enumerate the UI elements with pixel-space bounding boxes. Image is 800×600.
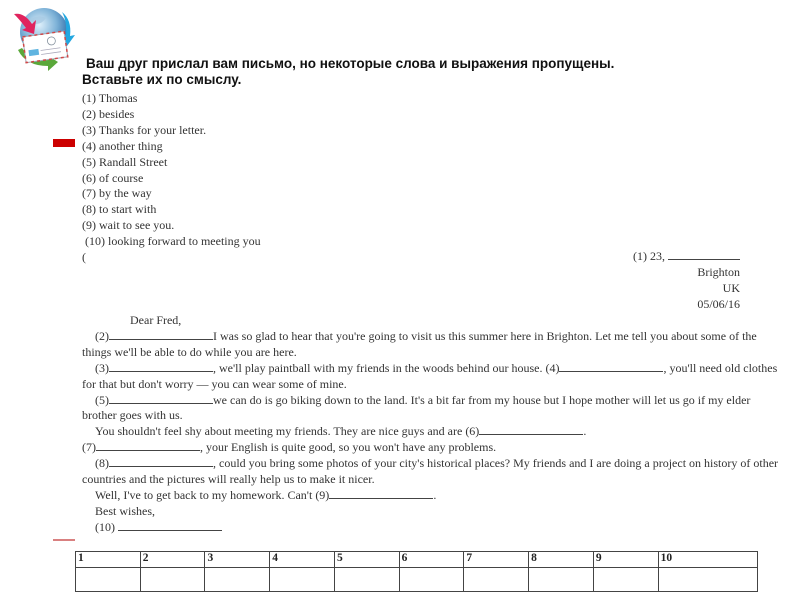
blank-5[interactable] xyxy=(109,393,213,404)
red-line-decoration xyxy=(53,539,75,541)
option-item: (9) wait to see you. xyxy=(82,218,175,233)
paragraph-text: , you'll need old clothes for that but don't worry — you can wear some of mine. xyxy=(82,360,778,391)
answer-cell[interactable] xyxy=(76,568,141,592)
gap-number: (8) xyxy=(95,456,109,471)
paragraph-text: You shouldn't feel shy about meeting my friends. They are nice guys and are xyxy=(95,424,463,439)
option-stray-paren: ( xyxy=(82,250,86,265)
option-item: (10) looking forward to meeting you xyxy=(85,234,261,249)
instruction-line-1: Ваш друг прислал вам письмо, но некоторые слова и выражения пропущены. xyxy=(86,56,615,71)
option-item: (2) besides xyxy=(82,106,135,121)
letter-paragraph-2 xyxy=(82,329,782,361)
letter-paragraph-3 xyxy=(82,361,782,393)
gap-number: (10) xyxy=(95,519,115,534)
blank-7[interactable] xyxy=(96,440,200,451)
answer-header-cell: 8 xyxy=(529,552,594,568)
blank-3[interactable] xyxy=(109,361,213,372)
paragraph-text: , we'll play paintball with my friends in the woods behind our house. xyxy=(213,360,543,375)
answer-cell[interactable] xyxy=(399,568,464,592)
task-instruction xyxy=(82,56,722,88)
address-city: Brighton xyxy=(697,264,740,279)
answer-header-cell: 3 xyxy=(205,552,270,568)
address-street-line xyxy=(633,249,740,265)
punctuation: . xyxy=(583,424,587,439)
answer-cell[interactable] xyxy=(334,568,399,592)
gap-number: (9) xyxy=(315,487,330,502)
address-date: 05/06/16 xyxy=(697,296,740,311)
gap-number: (7) xyxy=(82,440,96,455)
answer-header-cell: 1 xyxy=(76,552,141,568)
letter-paragraph-6 xyxy=(82,424,782,440)
answer-cell[interactable] xyxy=(593,568,658,592)
word-options-list xyxy=(82,91,261,266)
answer-cell[interactable] xyxy=(205,568,270,592)
option-item: (6) of course xyxy=(82,170,144,185)
letter-greeting: Dear Fred, xyxy=(130,313,182,327)
paragraph-text: Well, I've to get back to my homework. Can't xyxy=(95,487,313,502)
blank-9[interactable] xyxy=(329,488,433,499)
option-item: (1) Thomas xyxy=(82,91,138,105)
letter-address xyxy=(633,249,740,313)
blank-4[interactable] xyxy=(559,361,663,372)
answer-cell[interactable] xyxy=(529,568,594,592)
answer-header-cell: 6 xyxy=(399,552,464,568)
answer-cell[interactable] xyxy=(140,568,205,592)
answer-header-cell: 5 xyxy=(334,552,399,568)
letter-paragraph-8 xyxy=(82,456,782,488)
answer-header-cell: 9 xyxy=(593,552,658,568)
option-item: (7) by the way xyxy=(82,186,152,201)
answer-table-answer-row xyxy=(76,568,758,592)
instruction-line-2: Вставьте их по смыслу. xyxy=(82,72,242,87)
answer-header-cell: 7 xyxy=(464,552,529,568)
paragraph-text: I was so glad to hear that you're going to visit us this summer here in Brighton. Let me tell you about some of the things we'll be able to do while you are here. xyxy=(82,328,757,359)
address-country: UK xyxy=(722,280,740,295)
blank-2[interactable] xyxy=(109,329,213,340)
answer-cell[interactable] xyxy=(658,568,757,592)
answer-header-cell: 4 xyxy=(270,552,335,568)
punctuation: . xyxy=(433,487,437,502)
option-item: (4) another thing xyxy=(82,138,163,153)
gap-number: (3) xyxy=(95,360,109,375)
letter-paragraph-9 xyxy=(82,488,782,504)
paragraph-text: we can do is go biking down to the land. It's a bit far from my house but I hope mother will let us go if my elder brother goes with us. xyxy=(82,392,751,423)
option-item: (8) to start with xyxy=(82,202,157,217)
paragraph-text: , could you bring some photos of your city's historical places? My friends and I are doing a project on history of other countries and the pictures will really help us to make it nicer. xyxy=(82,456,779,487)
red-marker-decoration xyxy=(53,139,75,147)
logo-globe-envelope-icon xyxy=(6,2,78,72)
letter-closing: Best wishes, xyxy=(95,503,155,518)
gap-number: (6) xyxy=(465,424,480,439)
paragraph-text: , your English is quite good, so you won't have any problems. xyxy=(200,440,497,455)
letter-paragraph-7 xyxy=(82,440,782,456)
gap-number: (5) xyxy=(95,392,109,407)
blank-8[interactable] xyxy=(109,456,213,467)
answer-table-header-row xyxy=(76,552,758,568)
gap-number: (2) xyxy=(95,328,109,343)
address-street-prefix: (1) 23, xyxy=(633,249,665,263)
answer-header-cell: 10 xyxy=(658,552,757,568)
answer-table xyxy=(75,551,758,592)
option-item: (5) Randall Street xyxy=(82,154,168,169)
letter-signature xyxy=(82,520,782,536)
answer-header-cell: 2 xyxy=(140,552,205,568)
letter-paragraph-5 xyxy=(82,393,782,425)
answer-cell[interactable] xyxy=(270,568,335,592)
letter-body xyxy=(82,313,782,536)
answer-cell[interactable] xyxy=(464,568,529,592)
blank-10[interactable] xyxy=(118,520,222,531)
option-item: (3) Thanks for your letter. xyxy=(82,122,207,137)
blank-6[interactable] xyxy=(479,424,583,435)
blank-1[interactable] xyxy=(668,249,740,260)
gap-number: (4) xyxy=(545,360,560,375)
